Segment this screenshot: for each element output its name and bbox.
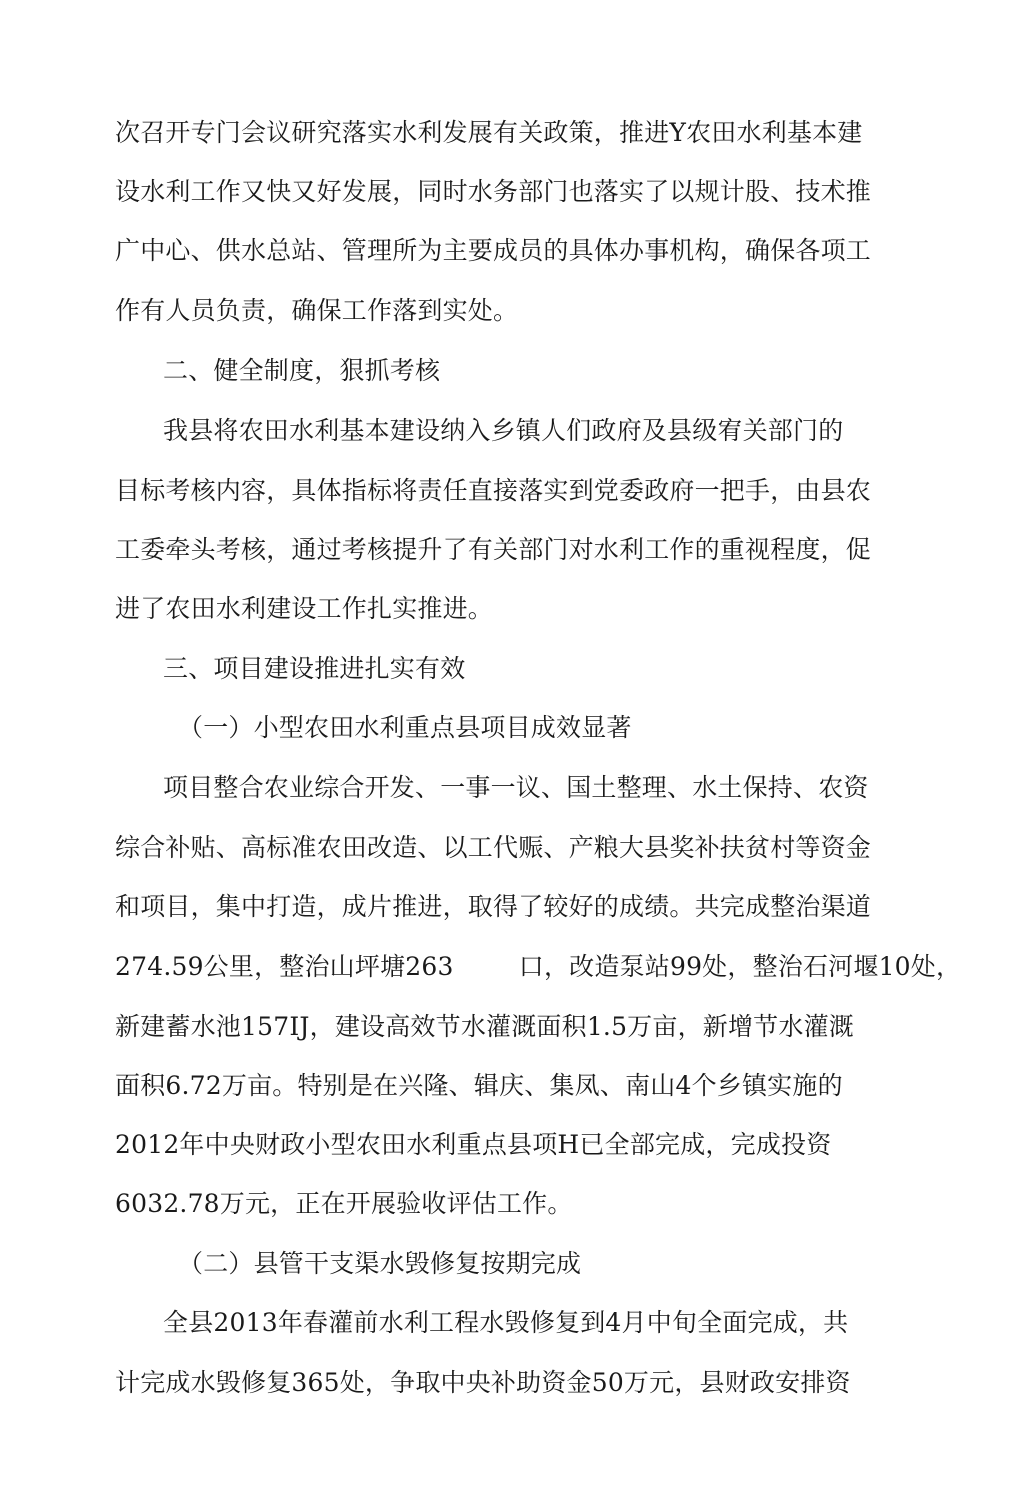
text-line: 项目整合农业综合开发、一事一议、国土整理、水土保持、农资 xyxy=(163,773,869,802)
section-heading: 三、项目建设推进扎实有效 xyxy=(163,654,466,683)
section-heading: 二、健全制度，狠抓考核 xyxy=(163,356,441,385)
text-line: 次召开专门会议研究落实水利发展有关政策，推进Y农田水利基本建 xyxy=(115,118,863,147)
text-line: 2012年中央财政小型农田水利重点县项H已全部完成，完成投资 xyxy=(115,1130,832,1159)
text-line: 我县将农田水利基本建设纳入乡镇人们政府及县级宥关部门的 xyxy=(163,416,844,445)
subsection-heading: （一）小型农田水利重点县项目成效显著 xyxy=(178,713,632,742)
text-line: 作有人员负责，确保工作落到实处。 xyxy=(115,296,519,325)
text-line: 设水利工作又快又好发展，同时水务部门也落实了以规计股、技术推 xyxy=(115,177,872,206)
text-line: 工委牵头考核，通过考核提升了有关部门对水利工作的重视程度，促 xyxy=(115,535,872,564)
text-line: 目标考核内容，具体指标将责任直接落实到党委政府一把手，由县农 xyxy=(115,476,872,505)
text-line: 综合补贴、高标准农田改造、以工代赈、产粮大县奖补扶贫村等资金 xyxy=(115,833,872,862)
text-line: 全县2013年春灌前水利工程水毁修复到4月中旬全面完成，共 xyxy=(163,1308,849,1337)
text-line: 274.59公里，整治山坪塘263 口，改造泵站99处，整治石河堰10处， xyxy=(115,952,962,981)
text-line: 新建蓄水池157IJ，建设高效节水灌溉面积1.5万亩，新增节水灌溉 xyxy=(115,1012,854,1041)
text-line: 和项目，集中打造，成片推进，取得了较好的成绩。共完成整治渠道 xyxy=(115,892,872,921)
text-line: 6032.78万元，正在开展验收评估工作。 xyxy=(115,1189,573,1218)
text-line: 广中心、供水总站、管理所为主要成员的具体办事机构，确保各项工 xyxy=(115,236,872,265)
text-line: 面积6.72万亩。特别是在兴隆、辑庆、集凤、南山4个乡镇实施的 xyxy=(115,1071,843,1100)
text-line: 进了农田水利建设工作扎实推进。 xyxy=(115,594,494,623)
text-line: 计完成水毁修复365处，争取中央补助资金50万元，县财政安排资 xyxy=(115,1368,851,1397)
subsection-heading: （二）县管干支渠水毁修复按期完成 xyxy=(178,1249,582,1278)
